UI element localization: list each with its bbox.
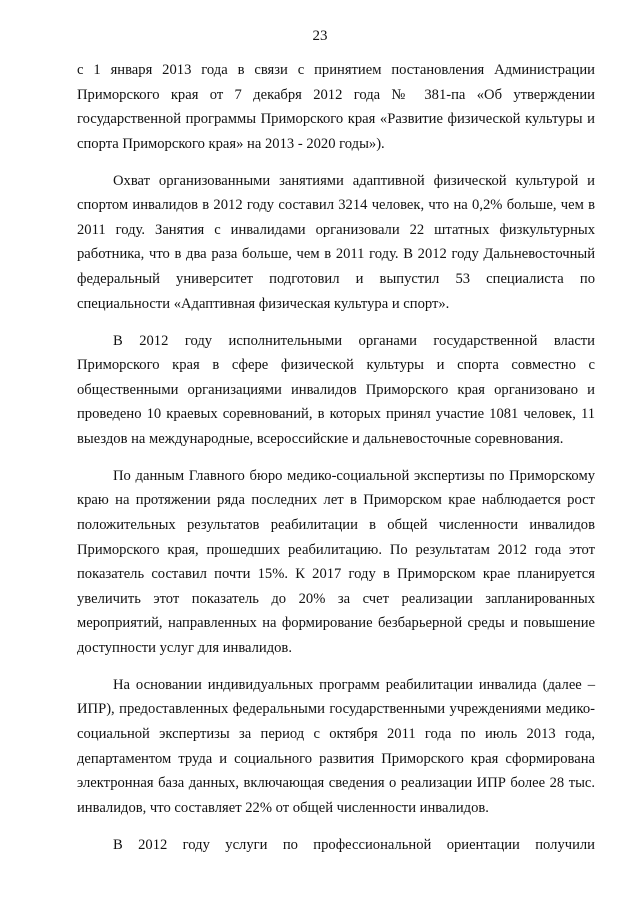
paragraph-continued: с 1 января 2013 года в связи с принятием постановления Администрации Приморского края от 7 декабря 2012 года № 381-па «Об утверждении государственной программы Приморского края «Развитие физической культуры и спорта Приморского края» на 2013 - 2020 годы»). (77, 62, 595, 152)
page-number: 23 (312, 28, 328, 44)
paragraph-competitions: В 2012 году исполнительными органами государственной власти Приморского края в сфере физической культуры и спорта совместно с общественными организациями инвалидов Приморского края организовано и проведено 10 краевых соревнований, в которых принял участие 1081 человек, 11 выездов на международные, всероссийские и дальневосточные соревнования. (77, 332, 595, 447)
paragraph-ipr-database: На основании индивидуальных программ реабилитации инвалида (далее – ИПР), предоставленных федеральными государственными учреждениями медико-социальной экспертизы за период с октября 2011 года по июль 2013 года, департаментом труда и социального развития Приморского края сформирована электронная база данных, включающая сведения о реализации ИПР более 28 тыс. инвалидов, что составляет 22% от общей численности инвалидов. (77, 676, 595, 816)
document-body (77, 58, 595, 870)
paragraph-career-guidance: В 2012 году услуги по профессиональной ориентации получили (113, 836, 595, 853)
paragraph-adaptive-sport: Охват организованными занятиями адаптивной физической культурой и спортом инвалидов в 2012 году составил 3214 человек, что на 0,2% больше, чем в 2011 году. Занятия с инвалидами организовали 22 штатных физкультурных работника, что в два раза больше, чем в 2011 году. В 2012 году Дальневосточный федеральный университет подготовил и выпустил 53 специалиста по специальности «Адаптивная физическая культура и спорт». (77, 172, 595, 312)
paragraph-rehabilitation: По данным Главного бюро медико-социальной экспертизы по Приморскому краю на протяжении ряда последних лет в Приморском крае наблюдается рост положительных результатов реабилитации в общей численности инвалидов Приморского края, прошедших реабилитацию. По результатам 2012 года этот показатель составил почти 15%. К 2017 году в Приморском крае планируется увеличить этот показатель до 20% за счет реализации запланированных мероприятий, направленных на формирование безбарьерной среды и повышение доступности услуг для инвалидов. (77, 467, 595, 656)
